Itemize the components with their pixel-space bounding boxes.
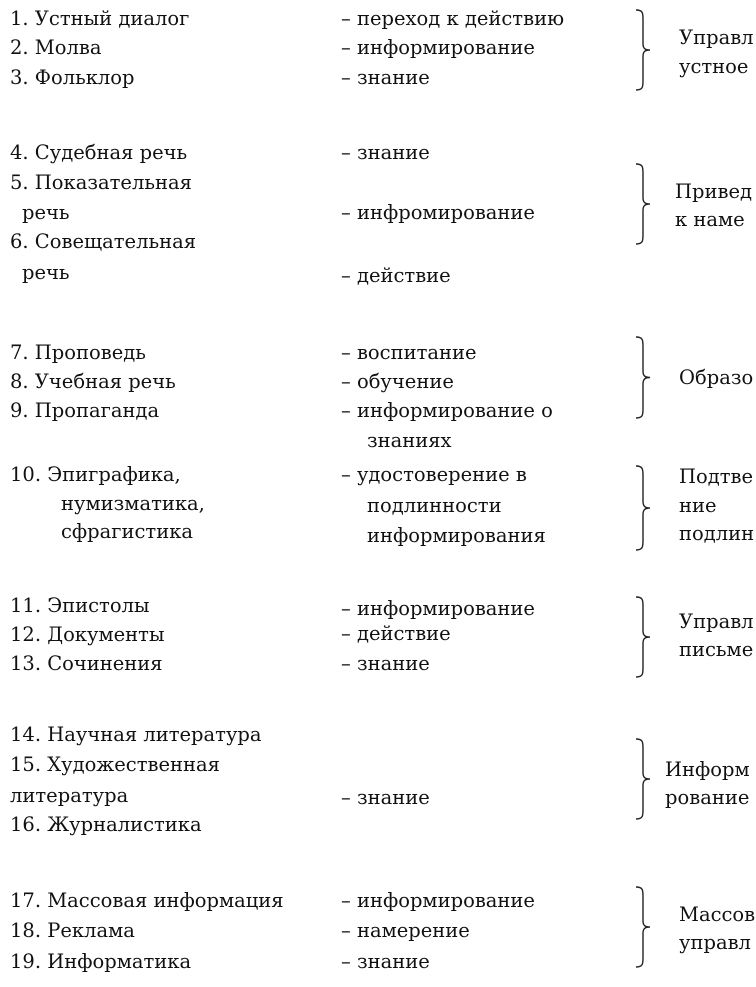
item-name: 8. Учебная речь xyxy=(10,370,176,393)
item-function-continued: информирования xyxy=(367,524,546,547)
item-function: – удостоверение в xyxy=(341,463,527,486)
group-result: управл xyxy=(679,931,751,954)
group-brace-icon xyxy=(636,466,650,550)
group-result: письме xyxy=(679,638,754,661)
item-name: 10. Эпиграфика, xyxy=(10,463,181,486)
item-name: 16. Журналистика xyxy=(10,813,202,836)
group-result: ние xyxy=(679,494,717,517)
group-result: устное xyxy=(679,55,749,78)
group-result: Информ xyxy=(665,758,750,781)
group-result: Образо xyxy=(679,366,754,389)
item-name: 14. Научная литература xyxy=(10,723,262,746)
group-brace-icon xyxy=(636,597,650,677)
item-name-continued: сфрагистика xyxy=(61,520,194,543)
item-name: 4. Судебная речь xyxy=(10,141,188,164)
group-result: Подтве xyxy=(679,465,754,488)
item-function: – намерение xyxy=(341,919,470,942)
item-name: 15. Художественная xyxy=(10,753,220,776)
item-name: 1. Устный диалог xyxy=(10,7,190,30)
group-result: подлин xyxy=(679,522,755,545)
item-function: – знание xyxy=(341,950,430,973)
item-function: – инфромирование xyxy=(341,201,535,224)
group-brace-icon xyxy=(636,10,650,90)
item-function: – информирование xyxy=(341,889,535,912)
item-name-continued: нумизматика, xyxy=(61,492,205,515)
item-function-continued: знаниях xyxy=(367,429,452,452)
item-name: 19. Информатика xyxy=(10,950,192,973)
item-name: 9. Пропаганда xyxy=(10,399,160,422)
item-function: – информирование о xyxy=(341,399,553,422)
item-name: 3. Фольклор xyxy=(10,66,135,89)
item-name: 18. Реклама xyxy=(10,919,135,942)
item-function: – знание xyxy=(341,786,430,809)
item-name-continued: речь xyxy=(22,261,70,284)
item-function: – информирование xyxy=(341,36,535,59)
group-brace-icon xyxy=(636,164,650,244)
group-result: Управл xyxy=(679,26,754,49)
group-result: рование xyxy=(665,786,750,809)
group-result: к наме xyxy=(675,208,745,231)
item-function: – обучение xyxy=(341,370,454,393)
item-function: – переход к действию xyxy=(341,7,565,30)
group-result: Массов xyxy=(679,903,756,926)
item-name: 6. Совещательная xyxy=(10,230,196,253)
item-function: – воспитание xyxy=(341,341,477,364)
item-name-continued: речь xyxy=(22,201,70,224)
item-function: – информирование xyxy=(341,597,535,620)
item-name: 13. Сочинения xyxy=(10,652,163,675)
item-function: – знание xyxy=(341,652,430,675)
item-name: 7. Проповедь xyxy=(10,341,146,364)
item-name: 11. Эпистолы xyxy=(10,594,150,617)
group-result: Привед xyxy=(675,180,753,203)
item-name: 5. Показательная xyxy=(10,171,192,194)
group-brace-icon xyxy=(636,887,650,967)
group-brace-icon xyxy=(636,739,650,819)
item-function: – знание xyxy=(341,141,430,164)
item-name: 17. Массовая информация xyxy=(10,889,284,912)
item-function-continued: подлинности xyxy=(367,494,502,517)
group-brace-icon xyxy=(636,337,650,418)
item-name-continued: литература xyxy=(10,784,129,807)
group-result: Управл xyxy=(679,610,754,633)
item-name: 2. Молва xyxy=(10,36,102,59)
item-function: – действие xyxy=(341,622,451,645)
item-function: – знание xyxy=(341,66,430,89)
item-name: 12. Документы xyxy=(10,623,165,646)
item-function: – действие xyxy=(341,264,451,287)
